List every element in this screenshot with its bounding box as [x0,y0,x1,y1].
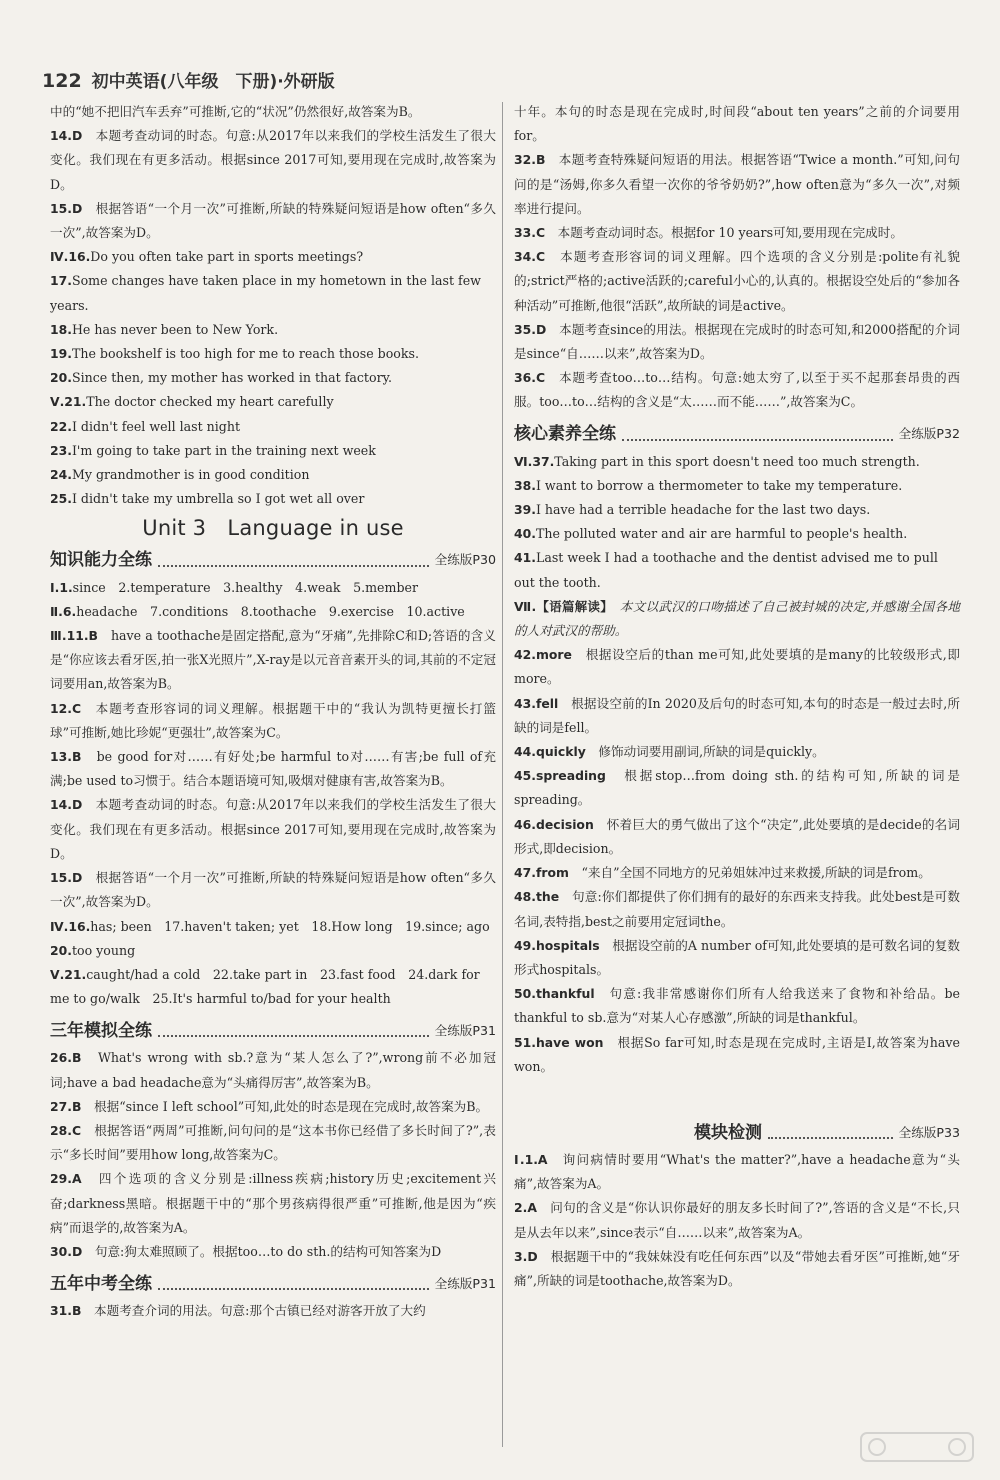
answer-number: 13.B [50,749,82,765]
answer-number: 22. [50,418,72,434]
answer-number: Ⅳ.16. [50,918,91,934]
section-page-ref: 全练版P30 [434,552,496,568]
answer-entry [514,813,960,861]
answer-text: What's wrong with sb.?意为“某人怎么了?”,wrong前不必加冠词;have a bad headache意为“头痛得厉害”,故答案为B。 [50,1050,497,1090]
answer-entry [50,1095,496,1119]
answer-number: 14.D [50,797,83,813]
answer-entry [50,915,496,939]
answer-entry [50,439,496,463]
answer-number: 41. [514,550,536,566]
answer-entry [50,487,496,511]
answer-text: 本题考查动词的时态。句意:从2017年以来我们的学校生活发生了很大变化。我们现在有更多活动。根据since 2017可知,要用现在完成时,故答案为D。 [50,797,497,861]
answer-entry [50,197,496,245]
section-title: 三年模拟全练 [50,1021,152,1042]
passage-interpretation [514,595,960,643]
answer-entry [50,342,496,366]
answer-entry [50,366,496,390]
answer-continuation: 十年。本句的时态是现在完成时,时间段“about ten years”之前的介词要用for。 [514,104,960,144]
right-column [514,100,960,1293]
answer-number: Ⅳ.16. [50,249,91,265]
answer-text: 问句的含义是“你认识你最好的朋友多长时间了?”,答语的含义是“不长,只是从去年以来”,since表示“自……以来”,故答案为A。 [514,1200,961,1240]
answer-number: 42.more [514,647,572,663]
answer-entry [514,861,960,885]
answer-number: Ⅵ.37. [514,453,555,469]
answer-entry [514,1148,960,1196]
answer-text: I have had a terrible headache for the last two days. [535,502,871,518]
answer-number: 49.hospitals [514,937,600,953]
answer-entry [514,245,960,318]
answer-text: headache 7.conditions 8.toothache 9.exercise 10.active [76,603,465,619]
answer-number: 24. [50,467,72,483]
answer-text: The bookshelf is too high for me to reach those books. [71,346,419,362]
section-title: 模块检测 [694,1122,762,1143]
section-header [514,419,960,447]
answer-number: Ⅰ.1. [50,579,73,595]
section-title: 知识能力全练 [50,550,152,571]
section-header [514,1117,960,1145]
answer-text: 句意:狗太难照顾了。根据too…to do sth.的结构可知答案为D [94,1243,442,1259]
answer-text: Since then, my mother has worked in that factory. [71,370,393,386]
section-page-ref: 全练版P31 [434,1023,496,1039]
answer-number: Ⅲ.11.B [50,628,98,644]
answer-text: 四个选项的含义分别是:illness疾病;history历史;excitement兴奋;darkness黑暗。根据题干中的“那个男孩病得很严重”可推断,他是因为“疾病”而退学的,故答案为A。 [50,1171,497,1235]
answer-number: 51.have won [514,1034,604,1050]
answer-text: 根据答语“两周”可推断,问句问的是“这本书你已经借了多长时间了?”,表示“多长时间”要用how long,故答案为C。 [50,1122,497,1163]
answer-entry [514,1196,960,1244]
section-header [50,1015,496,1043]
spacer [514,1079,960,1113]
answer-entry [514,934,960,982]
answer-number: Ⅱ.6. [50,603,77,619]
answer-entry [50,415,496,439]
answer-entry [514,1245,960,1293]
answer-number: 38. [514,477,536,493]
answer-number: 29.A [50,1171,82,1187]
dot-leader [158,565,429,567]
answer-entry [514,764,960,812]
answer-number: Ⅴ.21. [50,966,87,982]
answer-entry [50,463,496,487]
answer-number: 12.C [50,700,82,716]
answer-number: 20. [50,942,72,958]
answer-number: 33.C [514,225,546,241]
answer-entry [50,697,496,745]
answer-entry [50,793,496,866]
answer-number: 14.D [50,128,83,144]
answer-number: 3.D [514,1248,538,1264]
answer-entry [514,318,960,366]
answer-number: 17. [50,273,72,289]
answer-entry [514,450,960,474]
answer-number: 44.quickly [514,744,586,760]
answer-text: since 2.temperature 3.healthy 4.weak 5.member [72,579,418,595]
answer-text: 本题考查特殊疑问短语的用法。根据答语“Twice a month.”可知,问句问的是“汤姆,你多久看望一次你的爷爷奶奶?”,how often意为“多久一次”,对频率进行提问。 [514,152,960,216]
answer-number: 19. [50,346,72,362]
answer-text: 根据设空前的In 2020及后句的时态可知,本句的时态是一般过去时,所缺的词是fell。 [514,695,960,735]
answer-entry [50,1299,496,1323]
answer-text: 本文以武汉的口吻描述了自己被封城的决定,并感谢全国各地的人对武汉的帮助。 [514,598,960,639]
section-title: 核心素养全练 [514,424,616,445]
answer-text: 根据题干中的“我妹妹没有吃任何东西”以及“带她去看牙医”可推断,她“牙痛”,所缺的词是toothache,故答案为D。 [514,1248,960,1288]
answer-text: The polluted water and air are harmful to people's health. [535,526,908,542]
answer-number: 47.from [514,865,569,881]
dot-leader [768,1137,893,1139]
answer-entry [514,498,960,522]
answer-entry [50,269,496,317]
watermark-icon [857,1429,977,1465]
column-divider [502,102,503,1447]
answer-entry [514,885,960,933]
answer-number: 39. [514,502,536,518]
answer-entry [50,390,496,414]
answer-entry [50,1119,496,1167]
answer-entry [50,600,496,624]
answer-number: Ⅴ.21. [50,394,87,410]
answer-text: have a toothache是固定搭配,意为“牙痛”,先排除C和D;答语的含义是“你应该去看牙医,拍一张X光照片”,X-ray是以元音音素开头的词,其前的不定冠词要用an,故答案为B。 [50,628,496,692]
watermark-logo [848,1418,986,1476]
answer-entry [514,643,960,691]
answer-text: The doctor checked my heart carefully [86,394,334,410]
dot-leader [622,439,893,441]
answer-entry [514,740,960,764]
answer-entry [514,982,960,1030]
answer-text: I didn't take my umbrella so I got wet all over [71,491,365,507]
answer-number: 48.the [514,889,560,905]
answer-text: 本题考查形容词的词义理解。根据题干中的“我认为凯特更擅长打篮球”可推断,她比珍妮“更强壮”,故答案为C。 [50,700,496,740]
answer-text: 句意:我非常感谢你们所有人给我送来了食物和补给品。be thankful to sb.意为“对某人心存感激”,所缺的词是thankful。 [514,986,961,1026]
section-title: 五年中考全练 [50,1273,152,1294]
answer-text: 本题考查too…to…结构。句意:她太穷了,以至于买不起那套昂贵的西服。too…to…结构的含义是“太……而不能……”,故答案为C。 [514,370,960,410]
answer-continuation: 中的“她不把旧汽车丢弃”可推断,它的“状况”仍然很好,故答案为B。 [50,104,421,119]
answer-text: I didn't feel well last night [71,418,241,434]
dot-leader [158,1035,429,1037]
answer-number: 32.B [514,152,546,168]
answer-number: Ⅶ.【语篇解读】 [514,598,607,614]
answer-entry [50,624,496,697]
answer-text: too young [71,942,136,958]
answer-number: 31.B [50,1303,82,1319]
answer-text: He has never been to New York. [71,321,279,337]
answer-entry [514,366,960,414]
answer-number: 2.A [514,1200,537,1216]
answer-text: 修饰动词要用副词,所缺的词是quickly。 [598,744,825,760]
answer-number: 27.B [50,1098,82,1114]
answer-number: 45.spreading [514,768,606,784]
answer-text: “来自”全国不同地方的兄弟姐妹冲过来救援,所缺的词是from。 [581,865,931,881]
answer-text: has; been 17.haven't taken; yet 18.How long 19.since; ago [90,918,490,934]
answer-entry [50,866,496,914]
answer-text: 本题考查since的用法。根据现在完成时的时态可知,和2000搭配的介词是since“自……以来”,故答案为D。 [514,321,960,362]
answer-number: 40. [514,526,536,542]
section-page-ref: 全练版P33 [898,1124,960,1140]
answer-number: 25. [50,491,72,507]
answer-number: 23. [50,442,72,458]
answer-number: Ⅰ.1.A [514,1151,548,1167]
page-number: 122 [42,70,82,92]
answer-number: 36.C [514,370,546,386]
answer-text: 根据设空后的than me可知,此处要填的是many的比较级形式,即more。 [514,647,961,687]
answer-text: 根据答语“一个月一次”可推断,所缺的特殊疑问短语是how often“多久一次”,故答案为D。 [50,200,497,241]
answer-number: 30.D [50,1243,83,1259]
answer-number: 35.D [514,321,547,337]
answer-number: 26.B [50,1050,82,1066]
answer-text: Taking part in this sport doesn't need too much strength. [554,453,920,469]
answer-text: Do you often take part in sports meetings? [90,249,364,265]
answer-text: 根据设空前的A number of可知,此处要填的是可数名词的复数形式hospitals。 [514,937,960,977]
answer-text: Some changes have taken place in my hometown in the last few years. [50,273,481,313]
answer-entry [50,245,496,269]
answer-text: 询问病情时要用“What's the matter?”,have a headache意为“头痛”,故答案为A。 [514,1151,960,1192]
answer-entry [50,1046,496,1094]
answer-entry [514,522,960,546]
left-column [50,100,496,1323]
answer-number: 46.decision [514,816,594,832]
section-page-ref: 全练版P31 [434,1275,496,1291]
answer-text: 句意:你们都提供了你们拥有的最好的东西来支持我。此处best是可数名词,表特指,best之前要用定冠词the。 [514,889,960,929]
answer-entry [514,1031,960,1079]
answer-text: I'm going to take part in the training next week [71,442,376,458]
answer-entry [514,221,960,245]
answer-text: be good for对……有好处;be harmful to对……有害;be full of充满;be used to习惯于。结合本题语境可知,吸烟对健康有害,故答案为B。 [50,749,496,789]
section-header [50,545,496,573]
answer-text: 根据“since I left school”可知,此处的时态是现在完成时,故答案为B。 [94,1098,489,1114]
answer-entry [50,963,496,1011]
section-header [50,1268,496,1296]
answer-number: 28.C [50,1122,82,1138]
unit-title: Unit 3 Language in use [142,516,404,541]
answer-text: 根据答语“一个月一次”可推断,所缺的特殊疑问短语是how often“多久一次”,故答案为D。 [50,870,497,910]
dot-leader [158,1288,429,1290]
answer-text: 根据So far可知,时态是现在完成时,主语是I,故答案为have won。 [514,1034,960,1074]
answer-number: 50.thankful [514,986,595,1002]
answer-entry [514,692,960,740]
answer-number: 15.D [50,870,83,886]
answer-text: 怀着巨大的勇气做出了这个“决定”,此处要填的是decide的名词形式,即decision。 [514,816,960,856]
answer-text: I want to borrow a thermometer to take my temperature. [535,477,903,493]
answer-text: 根据stop…from doing sth.的结构可知,所缺的词是spreading。 [514,768,960,808]
answer-text: Last week I had a toothache and the dentist advised me to pull out the tooth. [514,550,938,590]
answer-text: 本题考查动词时态。根据for 10 years可知,要用现在完成时。 [557,225,903,241]
answer-number: 34.C [514,249,546,265]
answer-entry [50,576,496,600]
answer-entry [50,745,496,793]
answer-number: 18. [50,321,72,337]
answer-number: 20. [50,370,72,386]
answer-text: caught/had a cold 22.take part in 23.fast food 24.dark for me to go/walk 25.It's harmful to/bad for your health [50,966,480,1007]
answer-text: 本题考查形容词的词义理解。四个选项的含义分别是:polite有礼貌的;strict严格的;active活跃的;careful小心的,认真的。根据设空处后的“参加各种活动”可推断,他很“活跃”,故所缺的词是active。 [514,249,960,313]
answer-entry [50,1167,496,1240]
answer-text: My grandmother is in good condition [71,467,310,483]
book-title: 初中英语(八年级 下册)·外研版 [91,72,335,92]
answer-number: 43.fell [514,695,559,711]
answer-entry [50,1240,496,1264]
answer-entry [50,318,496,342]
section-page-ref: 全练版P32 [898,426,960,442]
answer-entry [50,124,496,197]
answer-entry [514,474,960,498]
answer-number: 15.D [50,200,83,216]
answer-entry [514,546,960,594]
answer-entry [50,939,496,963]
page-header [42,58,982,92]
answer-text: 本题考查介词的用法。句意:那个古镇已经对游客开放了大约 [94,1303,426,1319]
answer-entry [514,148,960,221]
answer-text: 本题考查动词的时态。句意:从2017年以来我们的学校生活发生了很大变化。我们现在有更多活动。根据since 2017可知,要用现在完成时,故答案为D。 [50,128,497,192]
